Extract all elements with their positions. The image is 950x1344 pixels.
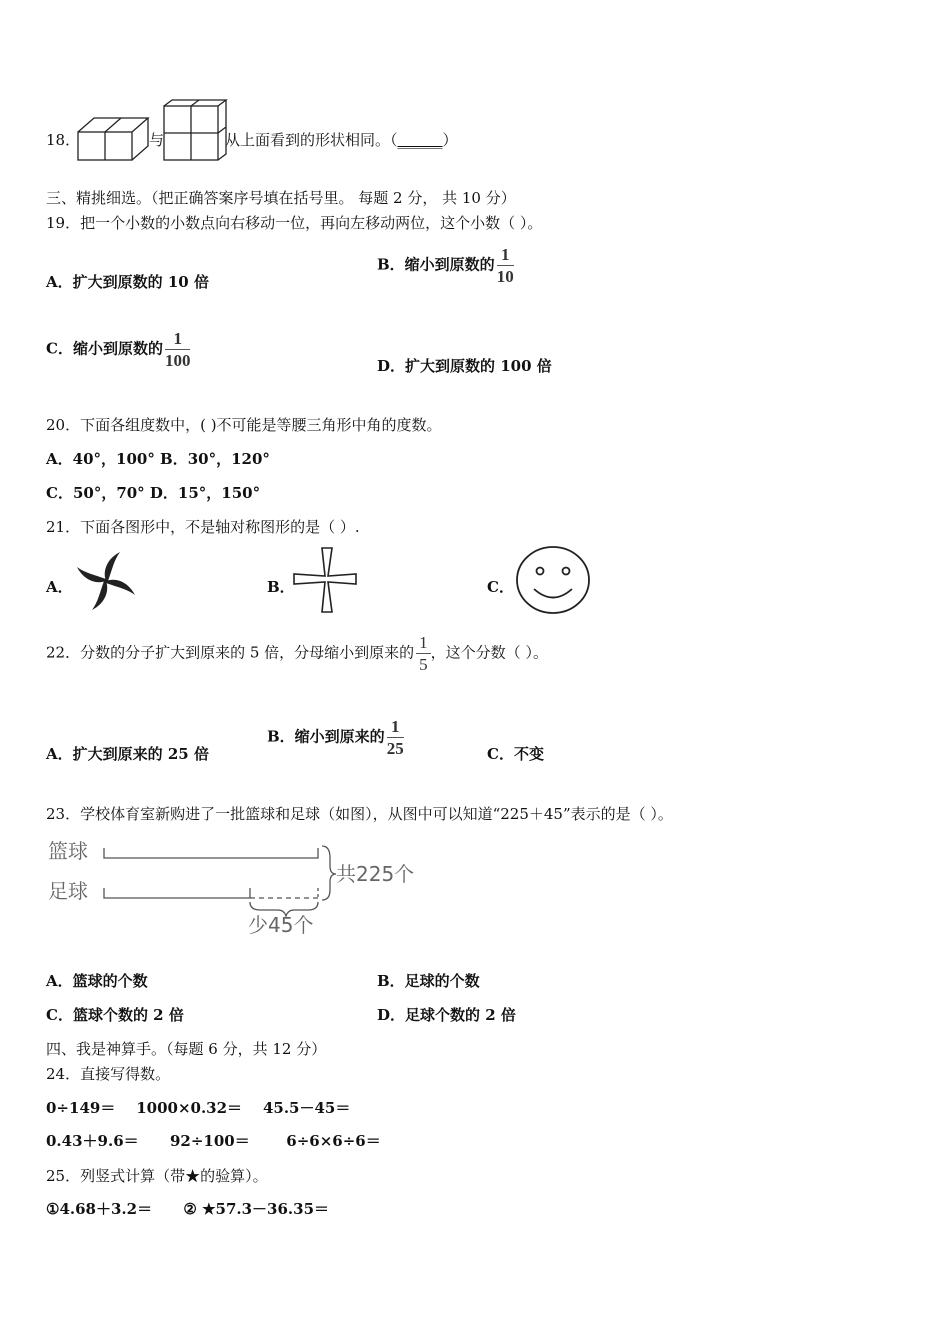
- q23-option-c[interactable]: C．篮球个数的 2 倍: [46, 1006, 184, 1024]
- q24-row2: 0.43＋9.6＝ 92÷100＝ 6÷6×6÷6＝: [46, 1132, 381, 1150]
- q22-stem-post: ，这个分数（ ）。: [430, 643, 548, 662]
- four-point-star-icon: [292, 546, 360, 614]
- q22-stem-fraction: [416, 634, 431, 673]
- q23-option-b[interactable]: B．足球的个数: [377, 972, 480, 990]
- q23-bar-diagram: [46, 836, 426, 940]
- q18-text: [225, 129, 458, 150]
- q19-option-a[interactable]: A．扩大到原数的 10 倍: [46, 273, 209, 291]
- q19-option-b-fraction: [497, 246, 514, 285]
- diagram-label-basketball: 篮球: [48, 839, 88, 863]
- frac-denominator: 5: [419, 655, 428, 674]
- q24-stem: 24．直接写得数。: [46, 1065, 171, 1083]
- frac-numerator: 1: [497, 246, 514, 266]
- q22-option-c[interactable]: C．不变: [487, 745, 544, 763]
- q18-connector: 与: [149, 131, 165, 149]
- q22-option-b[interactable]: [267, 718, 404, 757]
- q23-option-d[interactable]: D．足球个数的 2 倍: [377, 1006, 516, 1024]
- section4-title: 四、我是神算手。（每题 6 分，共 12 分）: [46, 1040, 327, 1058]
- q22-stem: [46, 634, 548, 673]
- q20-stem: 20．下面各组度数中，( )不可能是等腰三角形中角的度数。: [46, 416, 442, 434]
- diagram-total-label: 共225个: [336, 862, 415, 886]
- q21-option-b[interactable]: B．: [267, 578, 295, 596]
- q25-stem: 25．列竖式计算（带★的验算）。: [46, 1167, 268, 1185]
- q18-number: 18．: [46, 131, 81, 149]
- smiley-face-icon: [514, 544, 592, 616]
- q22-stem-pre: 22．分数的分子扩大到原来的 5 倍，分母缩小到原来的: [46, 643, 415, 662]
- q21-option-a[interactable]: A．: [46, 578, 73, 596]
- q19-option-c-label: C．缩小到原数的: [46, 339, 163, 358]
- q19-option-d[interactable]: D．扩大到原数的 100 倍: [377, 357, 552, 375]
- frac-denominator: 100: [164, 351, 191, 370]
- q18-statement: 从上面看到的形状相同。（: [225, 131, 398, 149]
- q23-option-a[interactable]: A．篮球的个数: [46, 972, 148, 990]
- four-cubes-square-icon: [162, 98, 228, 162]
- q19-option-c[interactable]: [46, 330, 190, 369]
- frac-numerator: 1: [416, 634, 431, 654]
- q19-option-b[interactable]: [377, 246, 514, 285]
- pinwheel-icon: [72, 548, 140, 614]
- q22-option-b-fraction: [387, 718, 404, 757]
- q25-row1: ①4.68＋3.2＝ ② ★57.3－36.35＝: [46, 1200, 330, 1218]
- frac-denominator: 10: [496, 267, 514, 286]
- q19-option-c-fraction: [165, 330, 191, 369]
- q19-stem: 19．把一个小数的小数点向右移动一位，再向左移动两位，这个小数（ ）。: [46, 214, 543, 232]
- q18-close: ）: [442, 131, 458, 149]
- q24-row1: 0÷149＝ 1000×0.32＝ 45.5－45＝: [46, 1099, 351, 1117]
- q18-answer-blank[interactable]: ______: [397, 131, 443, 149]
- frac-numerator: 1: [165, 330, 191, 350]
- q22-option-a[interactable]: A．扩大到原来的 25 倍: [46, 745, 209, 763]
- section3-title: 三、精挑细选。（把正确答案序号填在括号里。 每题 2 分， 共 10 分）: [46, 189, 516, 207]
- diagram-label-football: 足球: [48, 879, 88, 903]
- q21-stem: 21．下面各图形中，不是轴对称图形的是（ ）.: [46, 518, 360, 536]
- diagram-less-label: 少45个: [248, 913, 314, 937]
- q23-stem: 23．学校体育室新购进了一批篮球和足球（如图），从图中可以知道“225＋45”表示的是（ ）。: [46, 805, 673, 823]
- frac-numerator: 1: [387, 718, 404, 738]
- q22-option-b-label: B．缩小到原来的: [267, 727, 385, 746]
- q20-options-row2[interactable]: C．50°，70° D．15°，150°: [46, 484, 261, 502]
- q20-options-row1[interactable]: A．40°，100° B．30°，120°: [46, 450, 270, 468]
- frac-denominator: 25: [386, 739, 404, 758]
- q21-option-c[interactable]: C．: [487, 578, 514, 596]
- q19-option-b-label: B．缩小到原数的: [377, 255, 495, 274]
- two-cubes-side-by-side-icon: [76, 114, 151, 162]
